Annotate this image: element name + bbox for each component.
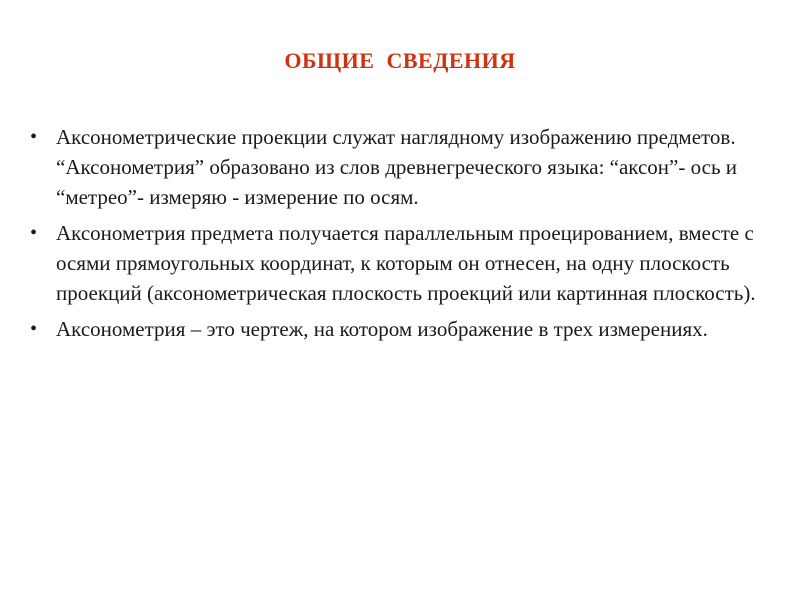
bullet-list xyxy=(30,122,775,350)
bullet-dot-icon: • xyxy=(30,318,38,340)
bullet-item-2 xyxy=(30,218,775,308)
slide-title: ОБЩИЕ СВЕДЕНИЯ xyxy=(284,48,516,73)
bullet-text-1: Аксонометрические проекции служат наглядному изображению предметов. “Аксонометрия” образовано из слов древнегреческого языка: “аксон”- ось и “метрео”- измеряю - измерение по осям. xyxy=(56,125,738,209)
bullet-text-3: Аксонометрия – это чертеж, на котором изображение в трех измерениях. xyxy=(56,317,708,341)
bullet-item-1 xyxy=(30,122,775,212)
bullet-dot-icon: • xyxy=(30,126,38,148)
bullet-text-2: Аксонометрия предмета получается параллельным проецированием, вместе с осями прямоугольных координат, к которым он отнесен, на одну плоскость проекций (аксонометрическая плоскость проекций или картинная плоскость). xyxy=(56,221,756,305)
bullet-dot-icon: • xyxy=(30,222,38,244)
bullet-item-3 xyxy=(30,314,775,344)
